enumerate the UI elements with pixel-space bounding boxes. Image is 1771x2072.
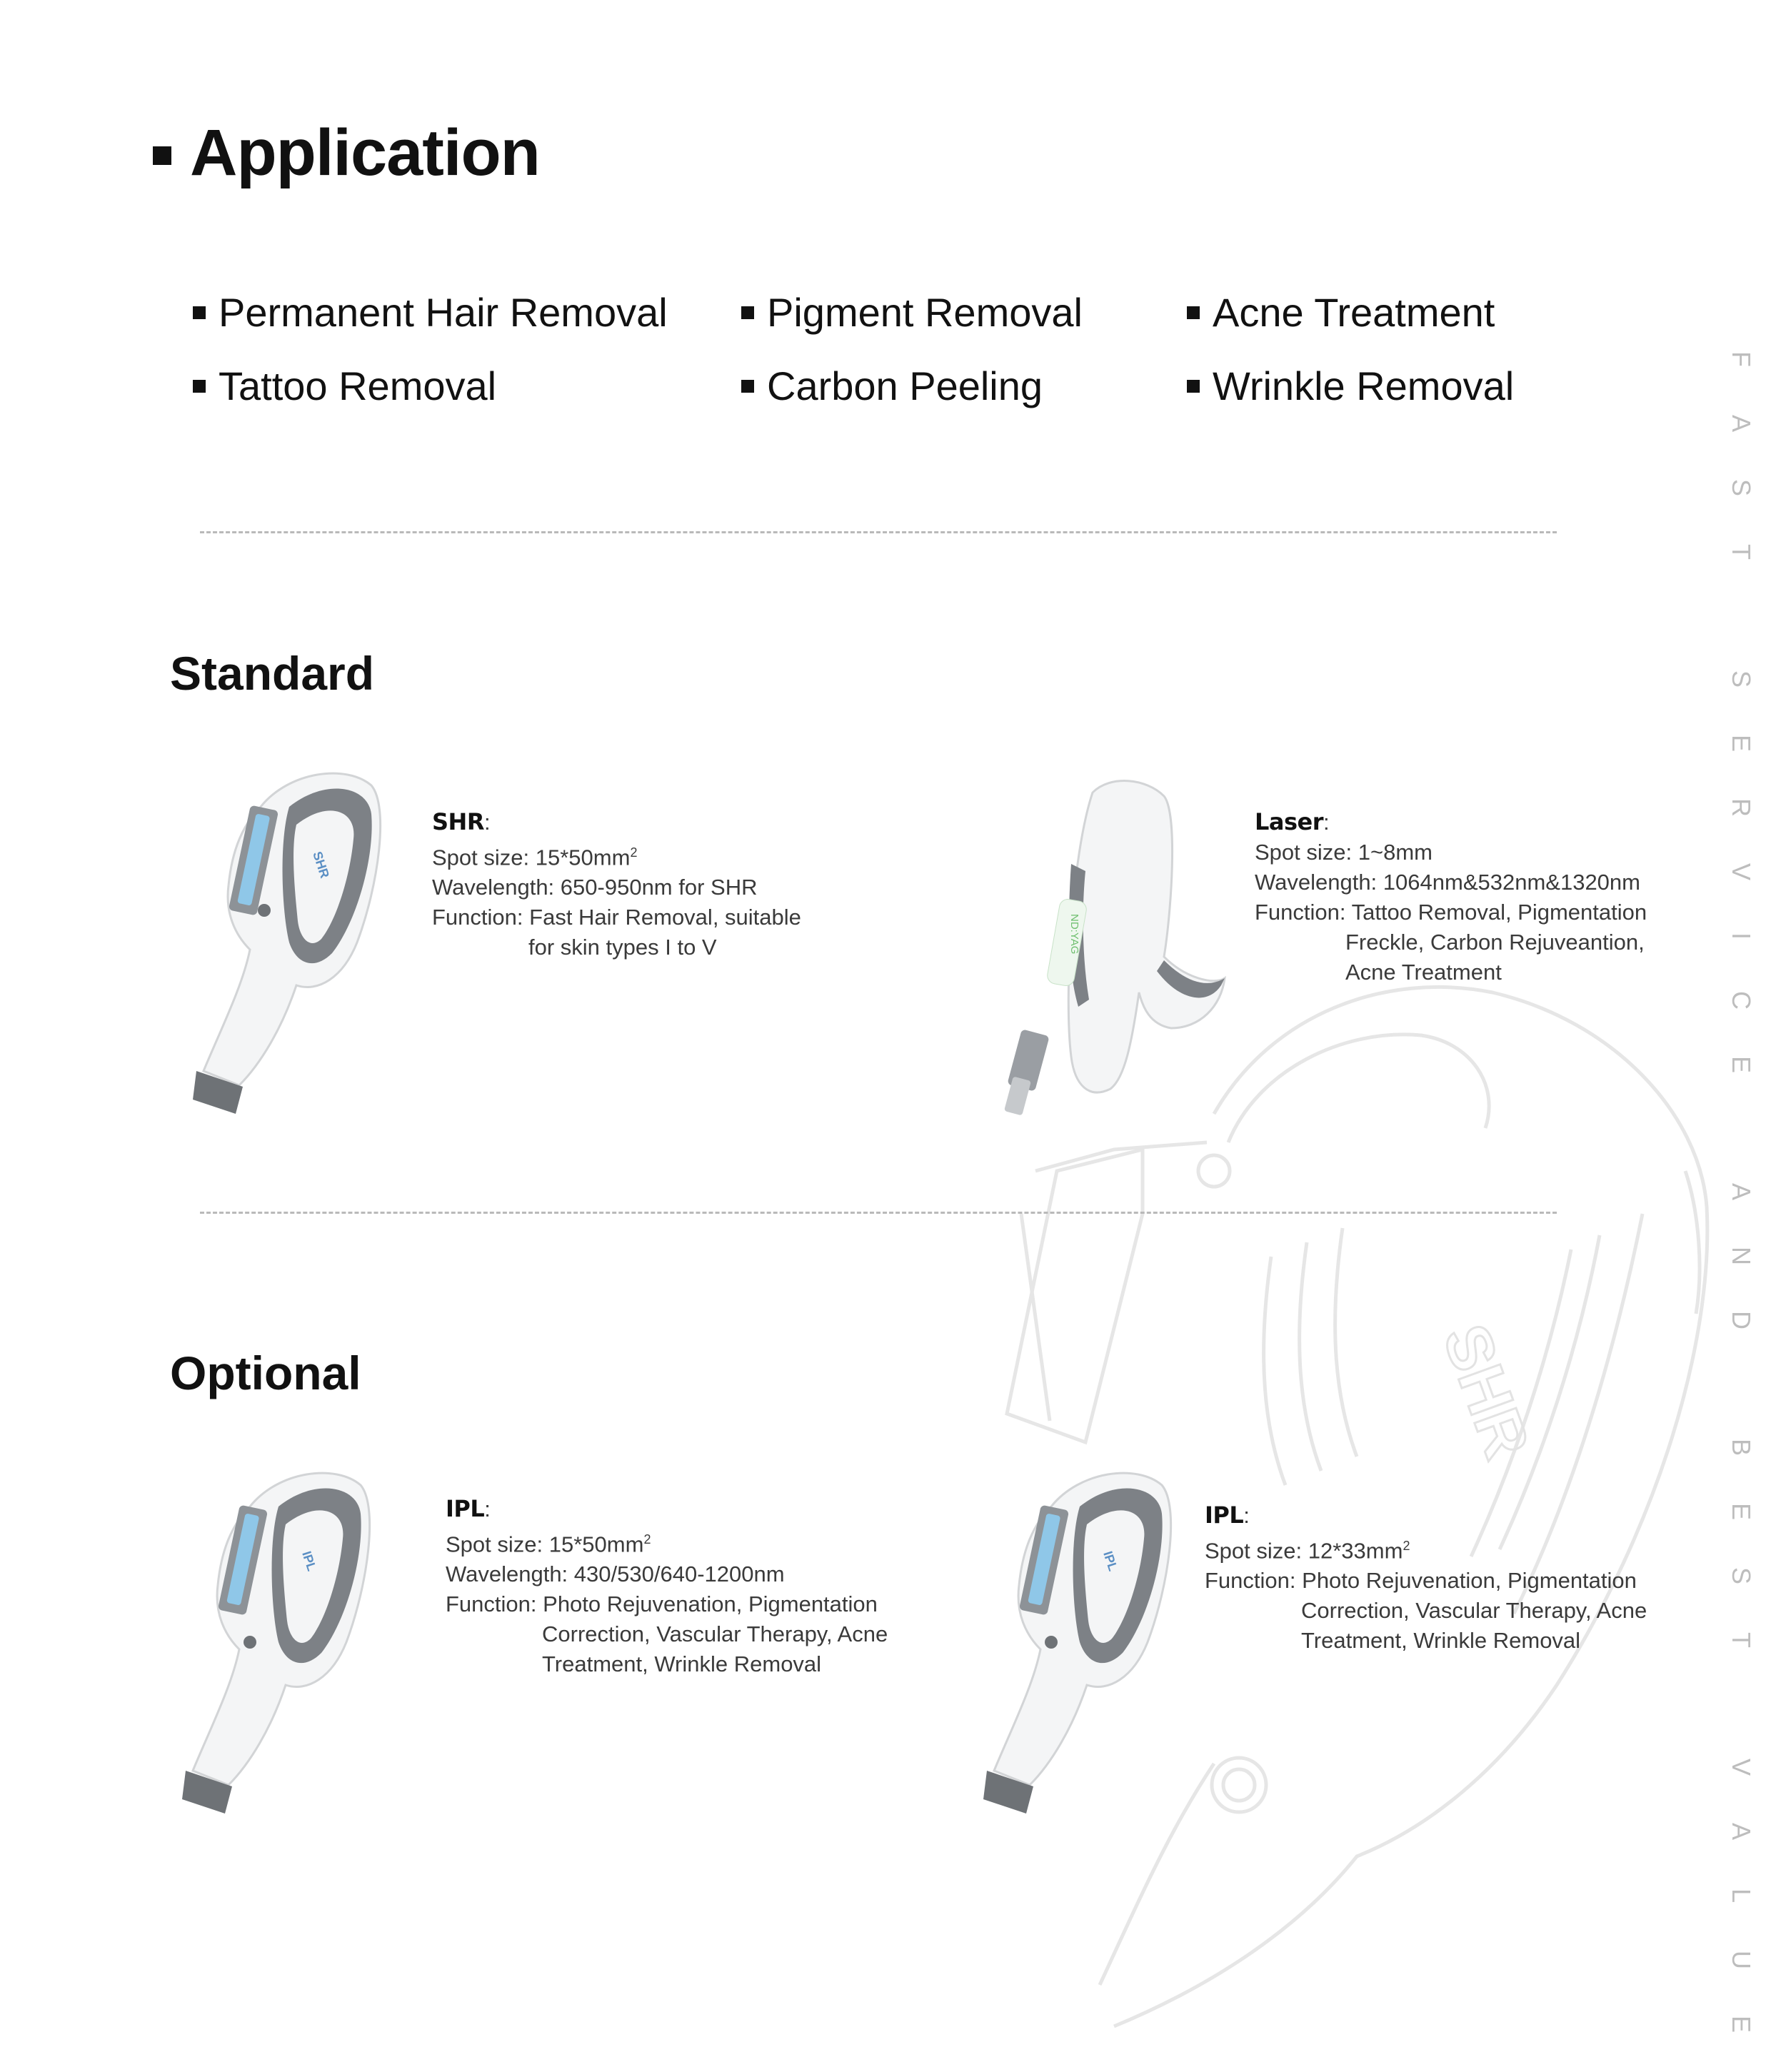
wavelength-value: 430/530/640-1200nm <box>573 1561 785 1587</box>
side-letter: C <box>1727 991 1756 1010</box>
side-word <box>1726 1751 1756 2072</box>
function-label: Function: <box>432 905 523 930</box>
function-line: Tattoo Removal, Pigmentation <box>1351 900 1647 925</box>
function-line: Treatment, Wrinkle Removal <box>1301 1628 1581 1654</box>
side-letter: E <box>1726 1502 1756 1521</box>
side-letter: U <box>1727 1951 1756 1969</box>
side-letter: S <box>1726 478 1756 497</box>
ipl-spec-block-2 <box>1205 1500 1647 1656</box>
spot-size-label: Spot size: <box>1205 1538 1303 1564</box>
side-letter: E <box>1726 2015 1756 2033</box>
spot-size-value: 1~8mm <box>1358 840 1433 865</box>
application-item <box>1187 363 1515 408</box>
bullet-icon <box>193 306 206 319</box>
function-line: Acne Treatment <box>1345 960 1502 985</box>
wavelength-label: Wavelength: <box>432 875 555 900</box>
shr-name-colon: : <box>483 810 491 835</box>
ipl-name-colon: : <box>484 1497 491 1522</box>
application-item-label: Acne Treatment <box>1213 290 1495 335</box>
application-item <box>1187 290 1495 335</box>
ipl-name: IPL <box>446 1495 485 1522</box>
function-line: Photo Rejuvenation, Pigmentation <box>1302 1568 1637 1594</box>
side-letter: A <box>1726 414 1756 433</box>
side-letter: D <box>1727 1311 1756 1329</box>
title-bullet-icon <box>153 146 171 165</box>
side-letter: A <box>1726 1822 1756 1841</box>
optional-heading: Optional <box>170 1347 361 1399</box>
spot-size-label: Spot size: <box>1255 840 1353 865</box>
application-item-label: Carbon Peeling <box>767 363 1043 408</box>
side-letter: V <box>1726 1758 1756 1776</box>
laser-spec-block <box>1255 807 1647 987</box>
bullet-icon <box>741 306 754 319</box>
spot-size-sup: 2 <box>630 845 638 860</box>
application-item-label: Pigment Removal <box>767 290 1083 335</box>
function-line: Correction, Vascular Therapy, Acne <box>542 1621 888 1647</box>
bullet-icon <box>1187 306 1200 319</box>
side-letter: B <box>1726 1438 1756 1457</box>
spot-size-label: Spot size: <box>432 845 530 870</box>
section-divider <box>200 1212 1557 1214</box>
side-tagline <box>1727 343 1755 2072</box>
ipl-name: IPL <box>1205 1502 1244 1529</box>
spot-size-label: Spot size: <box>446 1532 543 1557</box>
function-line: for skin types I to V <box>528 935 717 960</box>
shr-device-label: SHR <box>310 850 332 880</box>
application-item <box>193 290 668 335</box>
application-item-label: Permanent Hair Removal <box>219 290 668 335</box>
side-letter: S <box>1726 1566 1756 1585</box>
side-letter: F <box>1726 351 1756 367</box>
spot-size-sup: 2 <box>643 1532 651 1547</box>
laser-name: Laser <box>1255 808 1324 835</box>
ipl-spec-block <box>446 1494 888 1679</box>
spot-size-sup: 2 <box>1403 1539 1410 1553</box>
spot-size-value: 15*50mm <box>548 1532 644 1557</box>
application-item-label: Wrinkle Removal <box>1213 363 1515 408</box>
application-item-label: Tattoo Removal <box>219 363 497 408</box>
bullet-icon <box>741 380 754 393</box>
ipl-name-colon: : <box>1243 1503 1250 1528</box>
side-letter: T <box>1726 544 1756 560</box>
side-letter: R <box>1727 798 1756 817</box>
side-letter: L <box>1727 1888 1756 1903</box>
ipl-device-label: IPL <box>299 1549 319 1573</box>
shr-name: SHR <box>432 808 484 835</box>
function-label: Function: <box>1205 1568 1296 1594</box>
application-item <box>193 363 497 408</box>
side-letter: S <box>1726 670 1756 688</box>
side-word <box>1726 1175 1756 1368</box>
wavelength-label: Wavelength: <box>446 1561 568 1587</box>
function-label: Function: <box>1255 900 1346 925</box>
standard-heading: Standard <box>170 647 375 700</box>
side-letter: T <box>1726 1632 1756 1648</box>
function-label: Function: <box>446 1591 537 1617</box>
function-line: Freckle, Carbon Rejuveantion, <box>1345 930 1645 955</box>
wavelength-value: 650-950nm for SHR <box>560 875 758 900</box>
application-title-block <box>153 116 540 189</box>
laser-handpiece-image <box>971 771 1228 1114</box>
laser-name-colon: : <box>1323 810 1330 835</box>
side-letter: I <box>1726 932 1756 940</box>
ipl-handpiece-image <box>171 1457 386 1806</box>
bullet-icon <box>1187 380 1200 393</box>
page-title: Application <box>190 116 540 189</box>
shr-spec-block <box>432 807 801 962</box>
side-letter: E <box>1726 734 1756 753</box>
side-letter: V <box>1726 863 1756 881</box>
ipl-handpiece-image <box>973 1457 1187 1806</box>
function-line: Fast Hair Removal, suitable <box>529 905 801 930</box>
bullet-icon <box>193 380 206 393</box>
side-word <box>1726 1431 1756 1688</box>
side-word <box>1726 663 1756 1112</box>
spot-size-value: 15*50mm <box>535 845 631 870</box>
laser-device-label: ND:YAG <box>1068 914 1080 955</box>
function-line: Correction, Vascular Therapy, Acne <box>1301 1598 1647 1624</box>
application-item <box>741 290 1083 335</box>
spot-size-value: 12*33mm <box>1308 1538 1403 1564</box>
section-divider <box>200 531 1557 533</box>
function-line: Photo Rejuvenation, Pigmentation <box>543 1591 878 1617</box>
side-word <box>1726 343 1756 600</box>
application-item <box>741 363 1043 408</box>
side-letter: A <box>1726 1182 1756 1201</box>
wavelength-value: 1064nm&532nm&1320nm <box>1383 870 1640 895</box>
function-line: Treatment, Wrinkle Removal <box>542 1651 822 1677</box>
ipl-device-label: IPL <box>1100 1549 1120 1573</box>
side-letter: N <box>1727 1247 1756 1265</box>
watermark-label: SHR <box>1429 1315 1543 1468</box>
shr-handpiece-image <box>182 757 396 1107</box>
wavelength-label: Wavelength: <box>1255 870 1378 895</box>
side-letter: E <box>1726 1055 1756 1074</box>
